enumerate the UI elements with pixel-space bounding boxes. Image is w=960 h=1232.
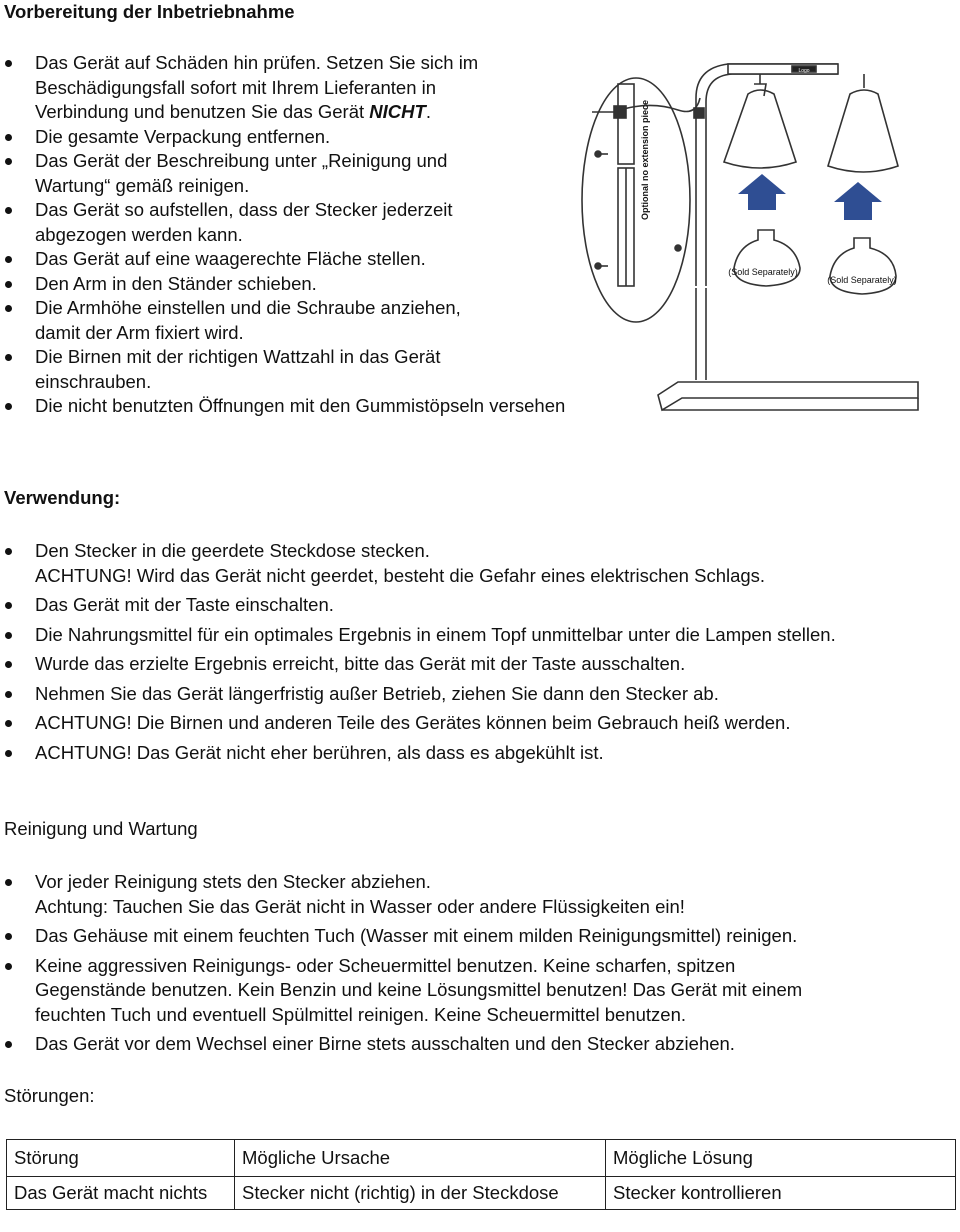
table-header-cell: Mögliche Ursache [235, 1140, 606, 1177]
list-item: Die Birnen mit der richtigen Wattzahl in das Gerät einschrauben. [0, 345, 600, 394]
list-item: Das Gerät der Beschreibung unter „Reinigung und Wartung“ gemäß reinigen. [0, 149, 600, 198]
preparation-list [0, 51, 600, 419]
list-item: Keine aggressiven Reinigungs- oder Scheuermittel benutzen. Keine scharfen, spitzen Gegenstände benutzen. Kein Benzin und keine Lösungsmittel benutzen! Das Gerät mit einem feuchten Tuch und eventuell Spülmittel reinigen. Keine Scheuermittel benutzen. [0, 954, 960, 1028]
list-item: Das Gerät mit der Taste einschalten. [0, 593, 960, 618]
list-item: Das Gehäuse mit einem feuchten Tuch (Wasser mit einem milden Reinigungsmittel) reinigen. [0, 924, 960, 949]
list-item: Das Gerät so aufstellen, dass der Stecker jederzeit abgezogen werden kann. [0, 198, 600, 247]
inset-vertical-label: Optional no extension piece [640, 99, 650, 221]
bulb-left [734, 230, 800, 286]
bulb-label-left: (Sold Separately) [728, 267, 798, 277]
detail-inset-oval [582, 78, 690, 322]
usage-list [0, 539, 960, 765]
list-item: Nehmen Sie das Gerät längerfristig außer Betrieb, ziehen Sie dann den Stecker ab. [0, 682, 960, 707]
lamp-shade-right [828, 90, 898, 172]
list-item: Die gesamte Verpackung entfernen. [0, 125, 600, 150]
table-header-row [7, 1140, 956, 1177]
section-title-usage: Verwendung: [4, 487, 121, 508]
fault-table [6, 1139, 956, 1210]
bulb-label-right: (Sold Separately) [827, 275, 897, 285]
list-item: Den Stecker in die geerdete Steckdose stecken. ACHTUNG! Wird das Gerät nicht geerdet, besteht die Gefahr eines elektrischen Schlags. [0, 539, 960, 588]
stand-base [658, 382, 918, 410]
stand-arm [696, 64, 838, 286]
list-item: Den Arm in den Ständer schieben. [0, 272, 600, 297]
table-cell: Stecker nicht (richtig) in der Steckdose [235, 1177, 606, 1210]
bulb-right [830, 238, 896, 294]
list-item: ACHTUNG! Das Gerät nicht eher berühren, als dass es abgekühlt ist. [0, 741, 960, 766]
plug-icon [614, 106, 626, 118]
lamp-shade-left [724, 90, 796, 168]
arrow-up-icon [738, 174, 786, 210]
cleaning-list [0, 870, 960, 1057]
list-item: Die nicht benutzten Öffnungen mit den Gummistöpseln versehen [0, 394, 600, 419]
list-item: Die Nahrungsmittel für ein optimales Ergebnis in einem Topf unmittelbar unter die Lampen stellen. [0, 623, 960, 648]
table-row [7, 1177, 956, 1210]
list-item: ACHTUNG! Die Birnen und anderen Teile des Gerätes können beim Gebrauch heiß werden. [0, 711, 960, 736]
screw-icon [675, 245, 681, 251]
list-item: Die Armhöhe einstellen und die Schraube anziehen, damit der Arm fixiert wird. [0, 296, 600, 345]
section-title-cleaning: Reinigung und Wartung [4, 818, 198, 839]
heat-lamp-figure [578, 50, 930, 420]
list-item: Vor jeder Reinigung stets den Stecker abziehen. Achtung: Tauchen Sie das Gerät nicht in Wasser oder andere Flüssigkeiten ein! [0, 870, 960, 919]
logo-label: Logo [798, 68, 810, 74]
table-cell: Das Gerät macht nichts [7, 1177, 235, 1210]
list-item: Das Gerät vor dem Wechsel einer Birne stets ausschalten und den Stecker abziehen. [0, 1032, 960, 1057]
section-title-faults: Störungen: [4, 1085, 95, 1106]
list-item: Wurde das erzielte Ergebnis erreicht, bitte das Gerät mit der Taste ausschalten. [0, 652, 960, 677]
table-header-cell: Mögliche Lösung [606, 1140, 956, 1177]
list-item: Das Gerät auf eine waagerechte Fläche stellen. [0, 247, 600, 272]
section-title-preparation: Vorbereitung der Inbetriebnahme [4, 1, 295, 22]
table-cell: Stecker kontrollieren [606, 1177, 956, 1210]
arrow-up-icon [834, 182, 882, 220]
list-item: Das Gerät auf Schäden hin prüfen. Setzen Sie sich im Beschädigungsfall sofort mit Ihrem Lieferanten in Verbindung und benutzen Sie das Gerät NICHT. [0, 51, 600, 125]
table-header-cell: Störung [7, 1140, 235, 1177]
